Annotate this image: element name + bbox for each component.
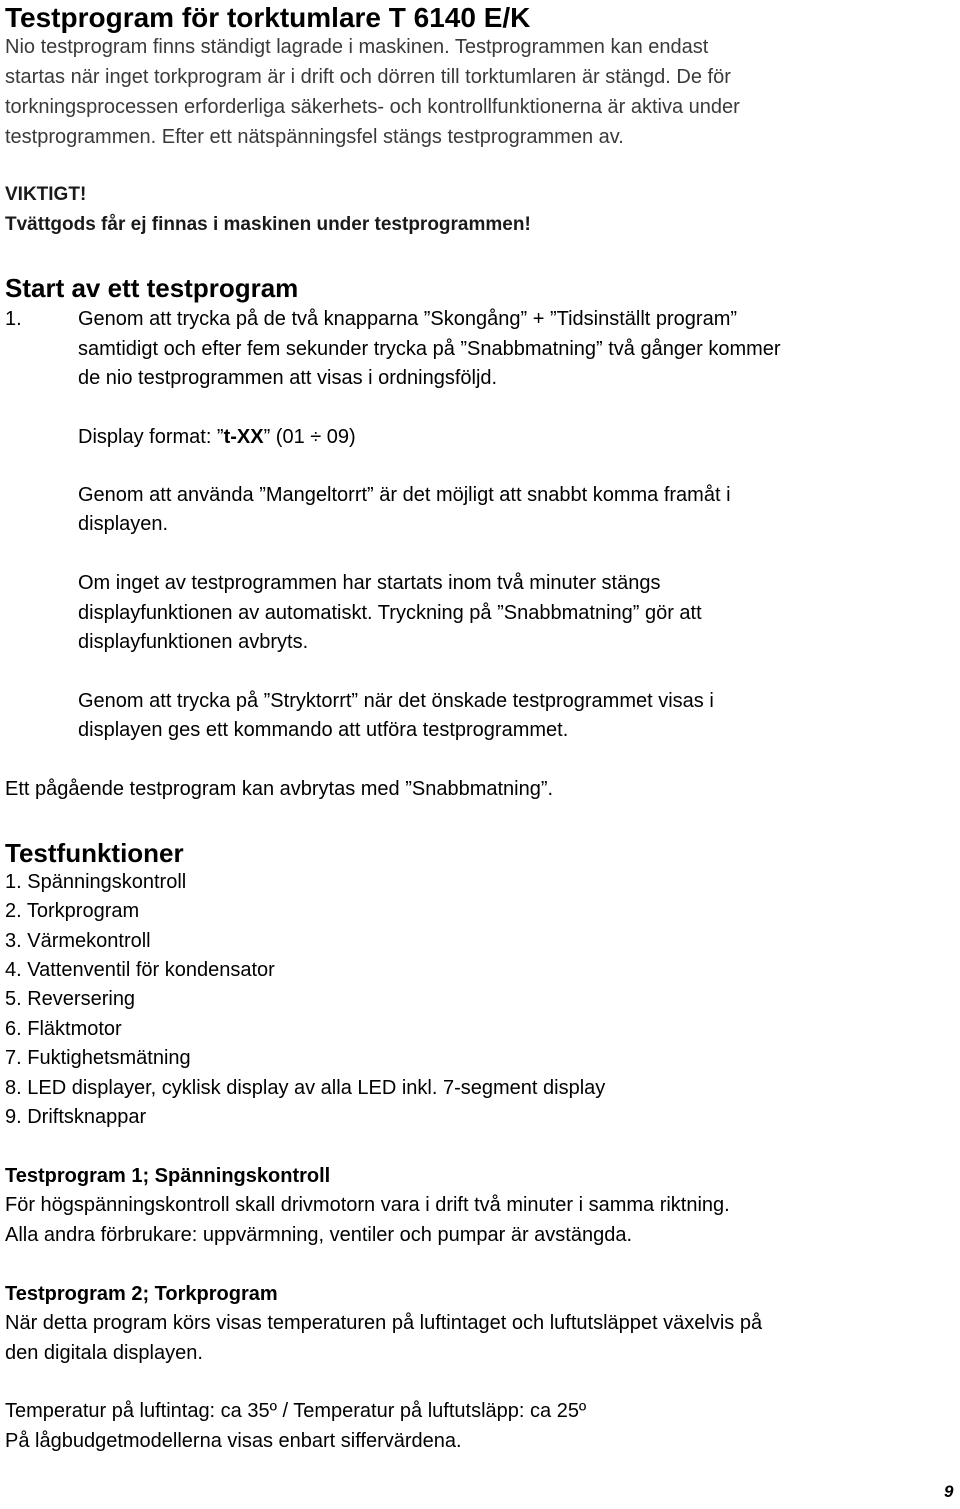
list-item: 5. Reversering (5, 988, 136, 1010)
tp2-temp-line: På lågbudgetmodellerna visas enbart siffervärdena. (5, 1430, 462, 1452)
tp2-line: När detta program körs visas temperaturen på luftintaget och luftutsläppet växelvis på (5, 1312, 763, 1334)
intro-line: testprogrammen. Efter ett nätspänningsfel stängs testprogrammen av. (5, 126, 624, 148)
display-code: t-XX (223, 426, 264, 448)
page-title: Testprogram för torktumlare T 6140 E/K (5, 2, 531, 33)
start-heading: Start av ett testprogram (5, 273, 299, 303)
paragraph-line: displayen. (78, 513, 169, 535)
paragraph-line: displayen ges ett kommando att utföra testprogrammet. (78, 719, 569, 741)
tp2-line: den digitala displayen. (5, 1342, 203, 1364)
list-item: 8. LED displayer, cyklisk display av alla LED inkl. 7-segment display (5, 1077, 606, 1099)
intro-line: torkningsprocessen erforderliga säkerhets- och kontrollfunktionerna är aktiva under (5, 96, 740, 118)
step-line: de nio testprogrammen att visas i ordningsföljd. (78, 367, 498, 389)
display-format-label: Display format: ” (78, 426, 224, 448)
step-line: samtidigt och efter fem sekunder trycka på ”Snabbmatning” två gånger kommer (78, 338, 781, 360)
step-line: Genom att trycka på de två knapparna ”Skongång” + ”Tidsinställt program” (78, 308, 738, 330)
display-format (78, 426, 356, 449)
list-item: 7. Fuktighetsmätning (5, 1047, 191, 1069)
list-item: 2. Torkprogram (5, 900, 140, 922)
intro-line: Nio testprogram finns ständigt lagrade i maskinen. Testprogrammen kan endast (5, 36, 709, 58)
paragraph-line: Genom att använda ”Mangeltorrt” är det möjligt att snabbt komma framåt i (78, 484, 731, 506)
list-item: 9. Driftsknappar (5, 1106, 147, 1128)
important-label: VIKTIGT! (5, 184, 87, 205)
paragraph-line: displayfunktionen avbryts. (78, 631, 309, 653)
tp1-line: För högspänningskontroll skall drivmotorn vara i drift två minuter i samma riktning. (5, 1194, 730, 1216)
paragraph-line: Om inget av testprogrammen har startats inom två minuter stängs (78, 572, 661, 594)
important-text: Tvättgods får ej finnas i maskinen under testprogrammen! (5, 214, 531, 235)
paragraph-line: displayfunktionen av automatiskt. Tryckning på ”Snabbmatning” gör att (78, 602, 702, 624)
tp1-line: Alla andra förbrukare: uppvärmning, ventiler och pumpar är avstängda. (5, 1224, 633, 1246)
tp1-heading: Testprogram 1; Spänningskontroll (5, 1165, 331, 1187)
tp2-heading: Testprogram 2; Torkprogram (5, 1283, 278, 1305)
tp2-temp-line: Temperatur på luftintag: ca 35º / Temperatur på luftutsläpp: ca 25º (5, 1400, 587, 1422)
abort-text: Ett pågående testprogram kan avbrytas med ”Snabbmatning”. (5, 778, 554, 800)
display-range: ” (01 ÷ 09) (263, 426, 356, 448)
list-item: 3. Värmekontroll (5, 930, 151, 952)
intro-line: startas när inget torkprogram är i drift och dörren till torktumlaren är stängd. De för (5, 66, 731, 88)
paragraph-line: Genom att trycka på ”Stryktorrt” när det önskade testprogrammet visas i (78, 690, 714, 712)
list-item: 6. Fläktmotor (5, 1018, 122, 1040)
list-item: 4. Vattenventil för kondensator (5, 959, 275, 981)
step-number: 1. (5, 308, 22, 330)
list-item: 1. Spänningskontroll (5, 871, 187, 893)
testfunktioner-heading: Testfunktioner (5, 838, 184, 868)
page-number: 9 (944, 1482, 954, 1501)
